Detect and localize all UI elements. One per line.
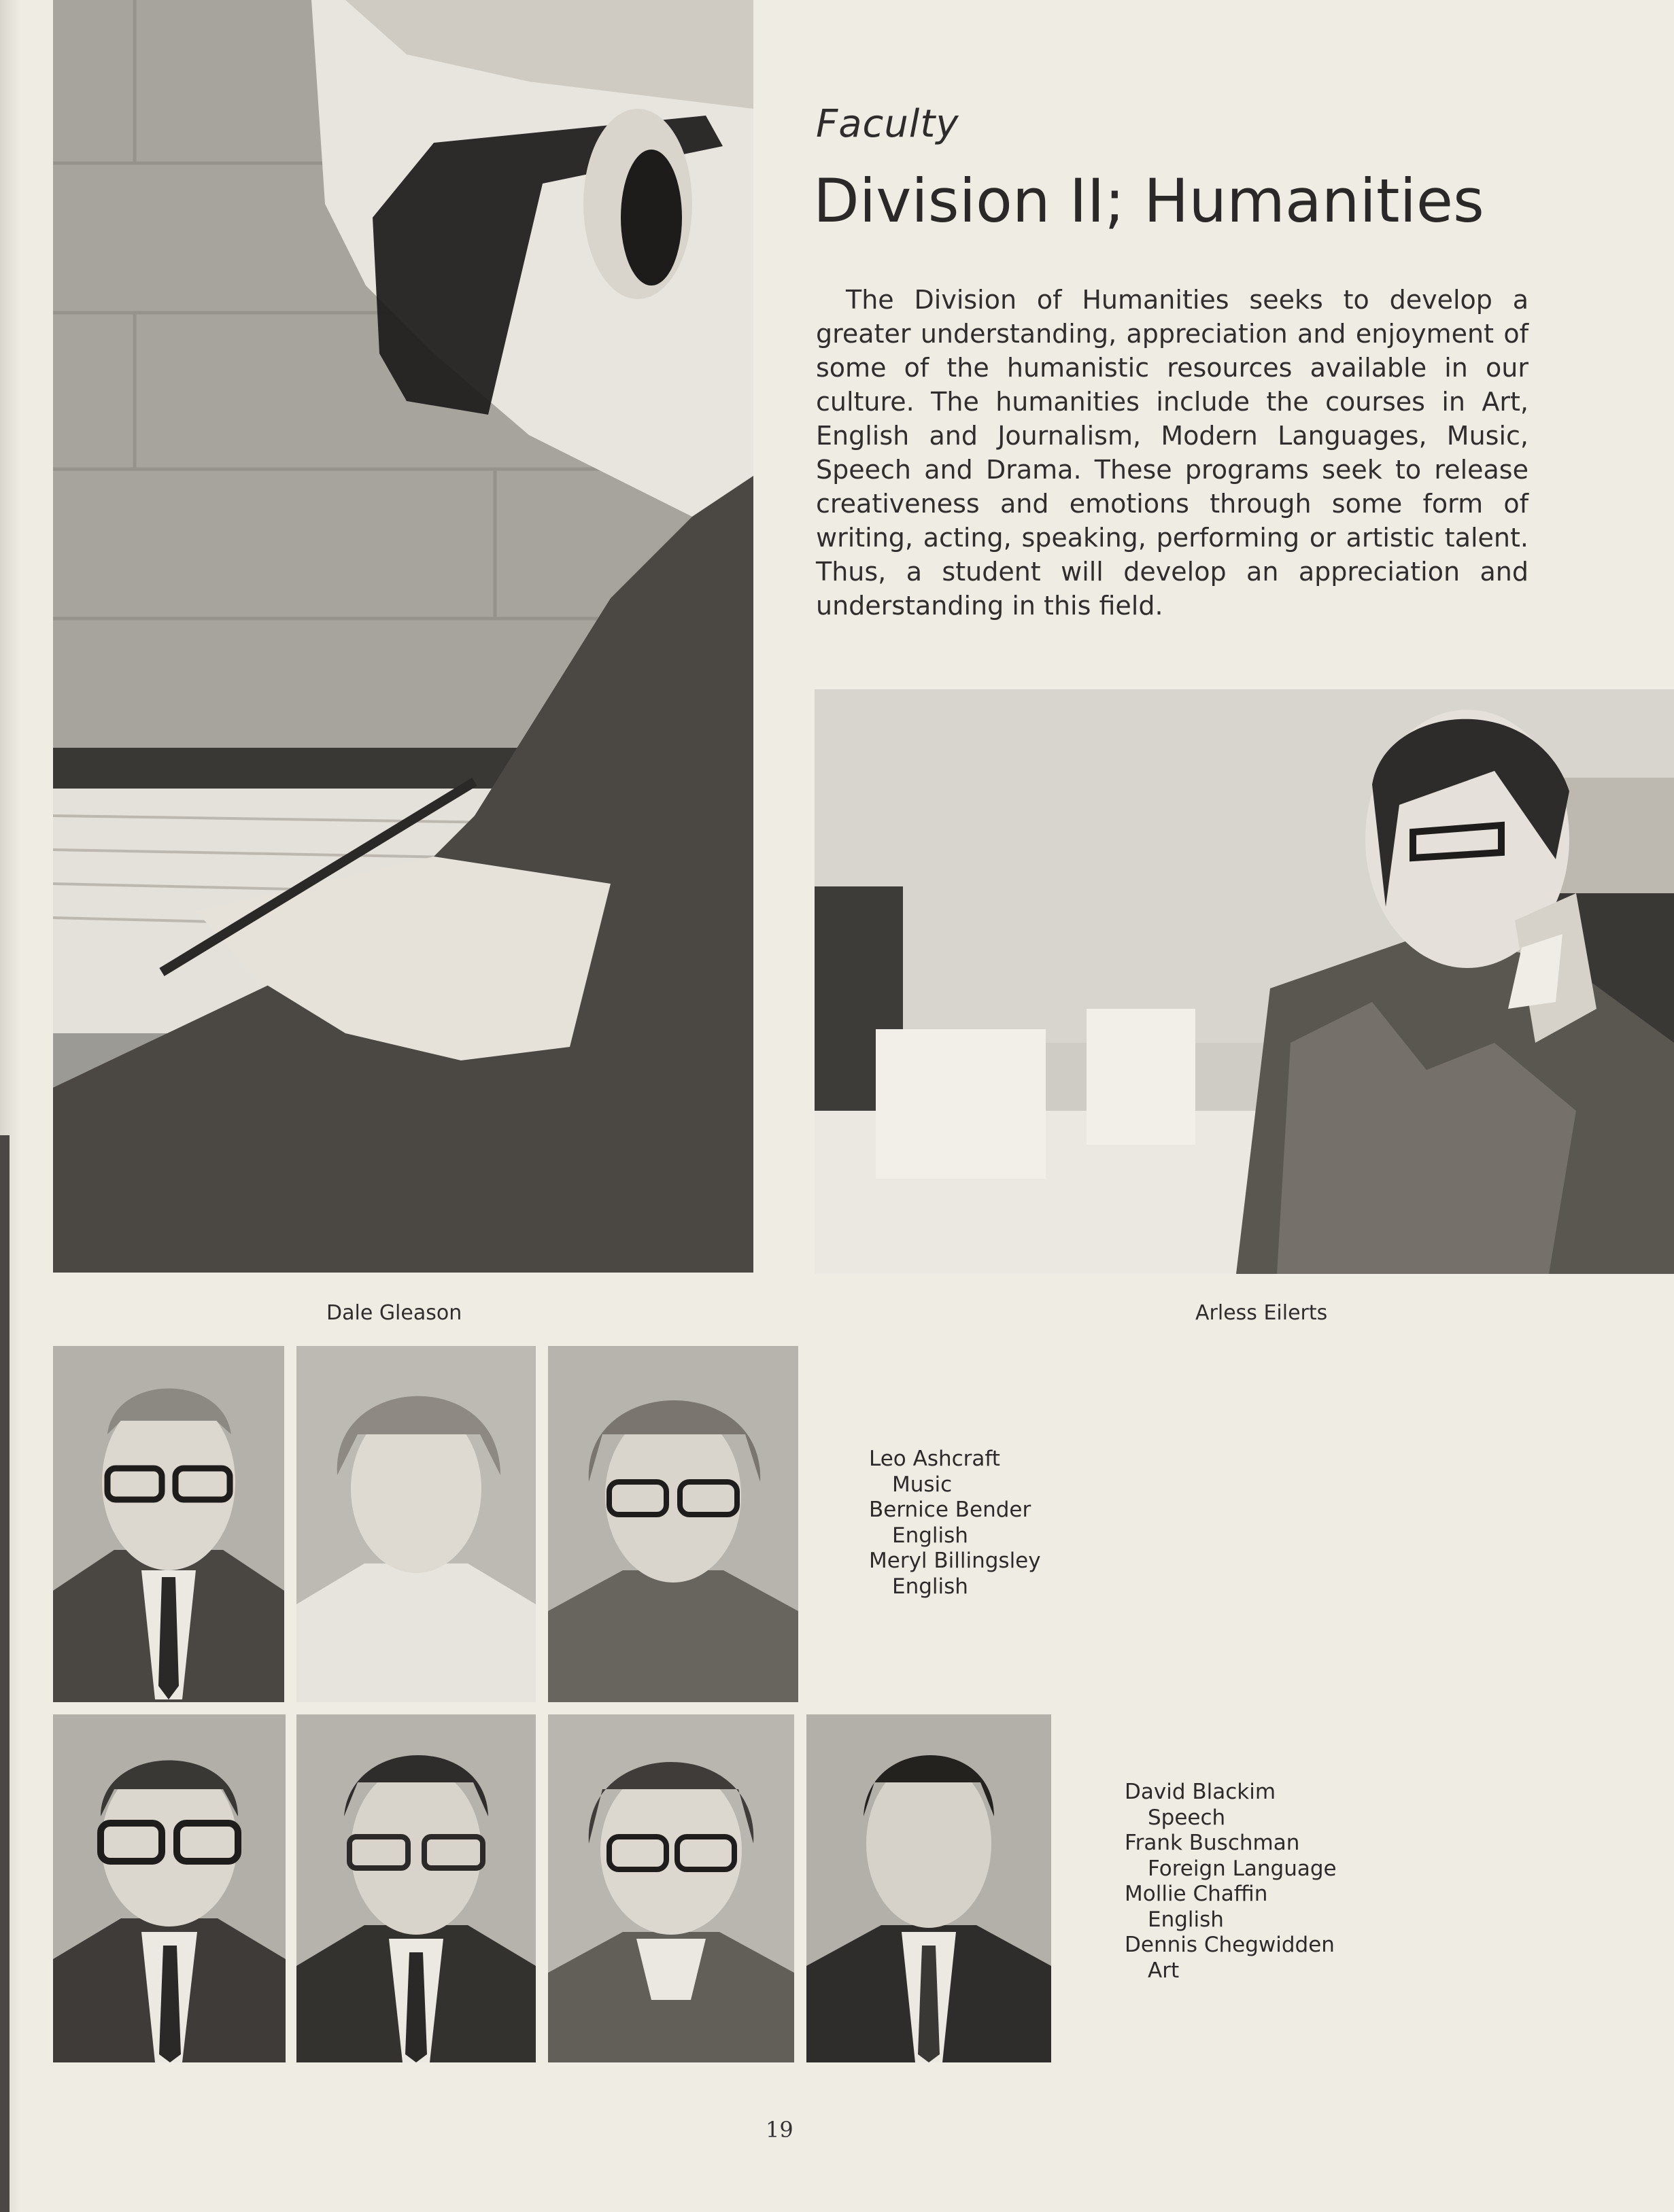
caption-dale-gleason: Dale Gleason [326,1301,462,1325]
portrait-david-blackim [53,1714,286,2062]
dept-mollie-chaffin: English [1148,1907,1224,1932]
page-number: 19 [766,2117,793,2143]
names-row1 [869,1447,1041,1600]
name-frank-buschman: Frank Buschman [1125,1831,1300,1855]
portrait-bernice-bender [296,1346,536,1702]
portrait-meryl-billingsley [548,1346,798,1702]
section-kicker: Faculty [816,102,959,146]
name-bernice-bender: Bernice Bender [869,1498,1031,1522]
names-row2 [1125,1780,1337,1984]
dept-bernice-bender: English [892,1523,968,1548]
page-binding-edge [0,1135,10,2212]
name-leo-ashcraft: Leo Ashcraft [869,1447,1000,1471]
caption-arless-eilerts: Arless Eilerts [1195,1301,1328,1325]
photo-dale-gleason [53,0,753,1273]
dept-david-blackim: Speech [1148,1805,1226,1830]
name-mollie-chaffin: Mollie Chaffin [1125,1882,1268,1906]
dept-dennis-chegwidden: Art [1148,1958,1180,1983]
dept-leo-ashcraft: Music [892,1472,953,1497]
dept-meryl-billingsley: English [892,1574,968,1599]
photo-arless-eilerts [815,689,1674,1274]
portrait-mollie-chaffin [548,1714,794,2062]
portrait-frank-buschman [296,1714,536,2062]
intro-paragraph: The Division of Humanities seeks to develop a greater understanding, appreciation and enjoyment of some of the humanistic resources available in our culture. The humanities include the courses in Art, English and Journalism, Modern Languages, Music, Speech and Drama. These programs seek to release creativeness and emotions through some form of writing, acting, speaking, performing or artistic talent. Thus, a student will develop an appreciation and understanding in this field. [816,285,1528,621]
portrait-leo-ashcraft [53,1346,284,1702]
page-title: Division II; Humanities [813,166,1484,236]
name-david-blackim: David Blackim [1125,1780,1276,1804]
dept-frank-buschman: Foreign Language [1148,1856,1337,1881]
portrait-dennis-chegwidden [806,1714,1051,2062]
name-dennis-chegwidden: Dennis Chegwidden [1125,1933,1335,1957]
name-meryl-billingsley: Meryl Billingsley [869,1549,1041,1573]
